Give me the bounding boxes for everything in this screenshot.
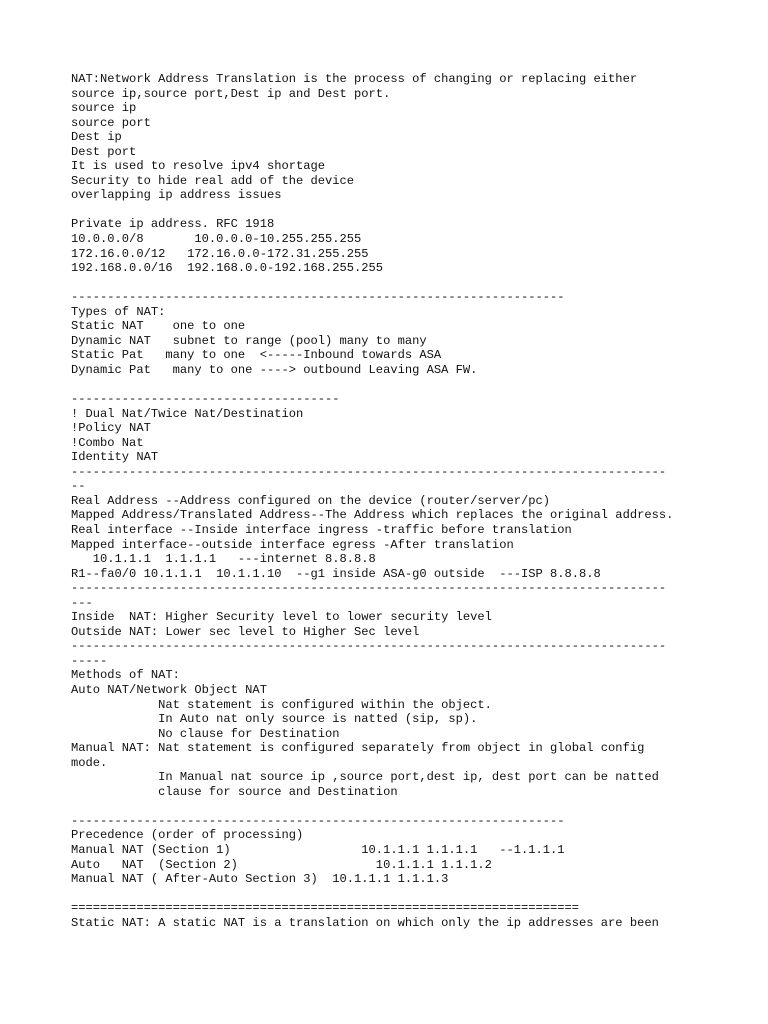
document-line: 10.0.0.0/8 10.0.0.0-10.255.255.255	[71, 232, 362, 247]
document-line	[71, 799, 711, 814]
document-line: -----	[71, 653, 108, 668]
document-line: Mapped interface--outside interface egress -After translation	[71, 537, 514, 552]
document-line: In Manual nat source ip ,source port,dest ip, dest port can be natted	[71, 770, 659, 785]
document-line: ----------------------------------------------------------------------------------	[71, 639, 667, 654]
document-line: Auto NAT (Section 2) 10.1.1.1 1.1.1.2	[71, 857, 492, 872]
document-line: Outside NAT: Lower sec level to Higher Sec level	[71, 624, 420, 639]
document-line	[71, 203, 711, 218]
document-line: No clause for Destination	[71, 726, 340, 741]
document-line: Inside NAT: Higher Security level to lower security level	[71, 610, 492, 625]
document-line: 172.16.0.0/12 172.16.0.0-172.31.255.255	[71, 246, 369, 261]
document-line: source ip,source port,Dest ip and Dest port.	[71, 86, 391, 101]
document-line: ======================================================================	[71, 901, 580, 916]
document-line: --------------------------------------------------------------------	[71, 813, 565, 828]
document-line: ----------------------------------------------------------------------------------	[71, 464, 667, 479]
document-line: Dynamic NAT subnet to range (pool) many to many	[71, 333, 427, 348]
document-line: Nat statement is configured within the object.	[71, 697, 492, 712]
document-line: Static Pat many to one <-----Inbound towards ASA	[71, 348, 442, 363]
document-line	[71, 276, 711, 291]
document-body	[71, 72, 711, 930]
document-line: Identity NAT	[71, 450, 159, 465]
document-line: Real Address --Address configured on the device (router/server/pc)	[71, 493, 550, 508]
document-line: source ip	[71, 101, 137, 116]
document-line: Dynamic Pat many to one ----> outbound Leaving ASA FW.	[71, 362, 478, 377]
document-line: mode.	[71, 755, 108, 770]
document-line: --------------------------------------------------------------------	[71, 290, 565, 305]
document-line: Auto NAT/Network Object NAT	[71, 682, 267, 697]
document-line: Mapped Address/Translated Address--The Address which replaces the original address.	[71, 508, 674, 523]
document-line: overlapping ip address issues	[71, 188, 282, 203]
document-line: R1--fa0/0 10.1.1.1 10.1.1.10 --g1 inside ASA-g0 outside ---ISP 8.8.8.8	[71, 566, 601, 581]
document-line: Types of NAT:	[71, 304, 166, 319]
document-line: Real interface --Inside interface ingress -traffic before translation	[71, 522, 572, 537]
document-line: Static NAT: A static NAT is a translation on which only the ip addresses are been	[71, 915, 659, 930]
document-line: Security to hide real add of the device	[71, 173, 355, 188]
document-line: Manual NAT: Nat statement is configured separately from object in global config	[71, 741, 645, 756]
document-line: ! Dual Nat/Twice Nat/Destination	[71, 406, 304, 421]
document-line: --	[71, 479, 86, 494]
document-line: Manual NAT ( After-Auto Section 3) 10.1.1.1 1.1.1.3	[71, 872, 449, 887]
document-line: !Policy NAT	[71, 421, 151, 436]
document-line: Precedence (order of processing)	[71, 828, 304, 843]
document-line: Dest port	[71, 144, 137, 159]
document-line: Static NAT one to one	[71, 319, 246, 334]
document-line: ----------------------------------------------------------------------------------	[71, 581, 667, 596]
document-line: Private ip address. RFC 1918	[71, 217, 275, 232]
document-line: 10.1.1.1 1.1.1.1 ---internet 8.8.8.8	[71, 552, 376, 567]
document-line: -------------------------------------	[71, 392, 340, 407]
document-line: clause for source and Destination	[71, 784, 398, 799]
document-line: It is used to resolve ipv4 shortage	[71, 159, 326, 174]
document-line	[71, 377, 711, 392]
document-line: Dest ip	[71, 130, 122, 145]
document-line: source port	[71, 115, 151, 130]
document-line	[71, 887, 711, 902]
document-line: 192.168.0.0/16 192.168.0.0-192.168.255.255	[71, 261, 384, 276]
document-line: Methods of NAT:	[71, 668, 180, 683]
document-line: NAT:Network Address Translation is the process of changing or replacing either	[71, 72, 638, 86]
document-line: !Combo Nat	[71, 435, 144, 450]
document-line: ---	[71, 595, 93, 610]
document-line: Manual NAT (Section 1) 10.1.1.1 1.1.1.1 --1.1.1.1	[71, 842, 565, 857]
document-line: In Auto nat only source is natted (sip, sp).	[71, 712, 478, 727]
